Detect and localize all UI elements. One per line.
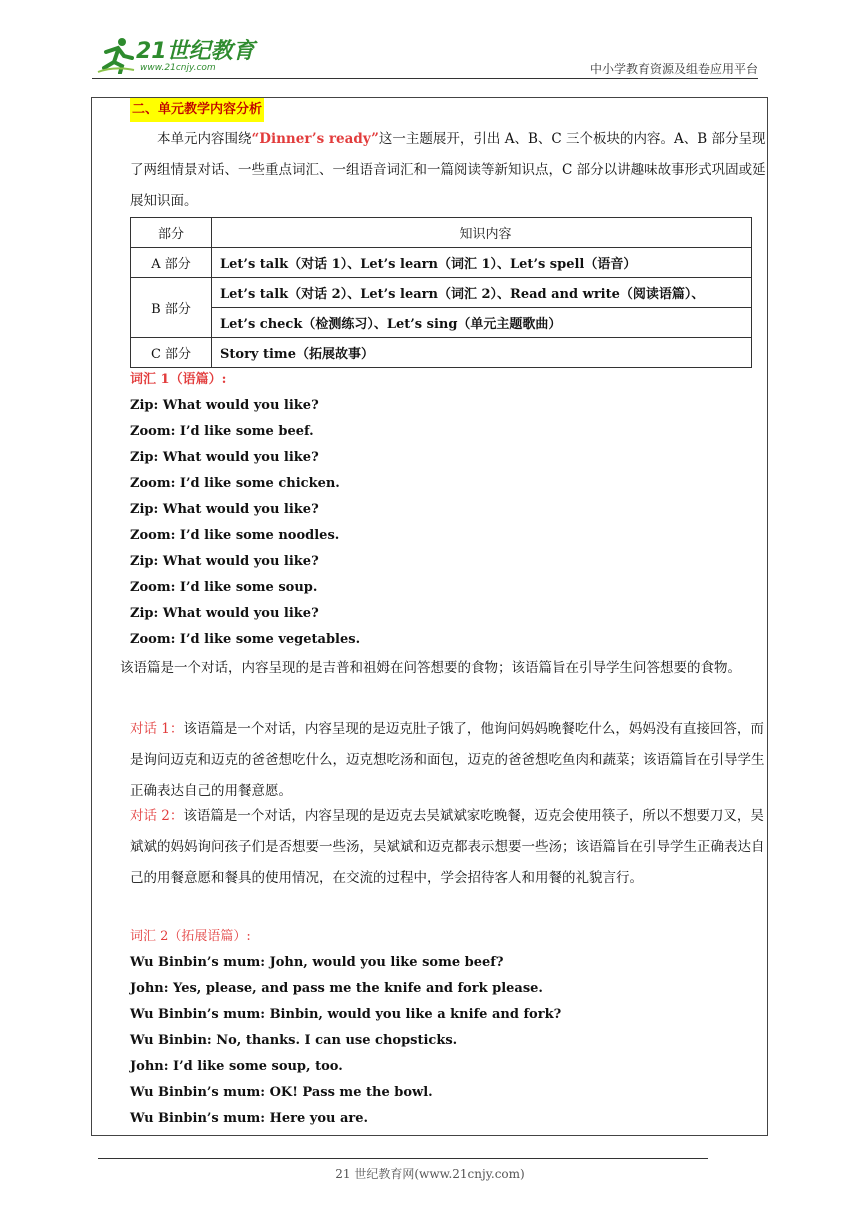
- talk1-text: 该语篇是一个对话，内容呈现的是迈克肚子饿了，他询问妈妈晚餐吃什么，妈妈没有直接回答，而是询问迈克和迈克的爸爸想吃什么，迈克想吃汤和面包，迈克的爸爸想吃鱼肉和蔬菜；该语篇旨在引导学生正确表达自己的用餐意愿。: [130, 721, 765, 799]
- dialogue-line: Zip: What would you like?: [130, 554, 319, 569]
- runner-logo-icon: [96, 36, 136, 74]
- dialogue-line: Zip: What would you like?: [130, 606, 319, 621]
- table-row: [131, 248, 752, 278]
- talk2-label: 对话 2：: [130, 808, 184, 824]
- header-rule: [92, 78, 758, 79]
- intro-theme: “Dinner’s ready”: [251, 131, 379, 147]
- intro-paragraph: [130, 124, 766, 217]
- dialogue-line: John: Yes, please, and pass me the knife and fork please.: [130, 981, 543, 996]
- page-footer: 21 世纪教育网(www.21cnjy.com): [335, 1167, 525, 1181]
- talk2-paragraph: [130, 801, 766, 894]
- dialogue-line: Zoom: I’d like some vegetables.: [130, 632, 361, 647]
- page-header: [92, 30, 758, 80]
- dialogue-line: Zip: What would you like?: [130, 398, 319, 413]
- dialogue-line: Wu Binbin’s mum: Binbin, would you like a knife and fork?: [130, 1007, 562, 1022]
- dialogue-line: Wu Binbin’s mum: OK! Pass me the bowl.: [130, 1085, 433, 1100]
- talk1-paragraph: [130, 714, 766, 807]
- brand-name: 21世纪教育: [136, 39, 255, 64]
- intro-lead: 本单元内容围绕: [157, 131, 252, 147]
- platform-title: 中小学教育资源及组卷应用平台: [589, 62, 758, 76]
- talk2-text: 该语篇是一个对话，内容呈现的是迈克去吴斌斌家吃晚餐，迈克会使用筷子，所以不想要刀叉，吴斌斌的妈妈询问孩子们是否想要一些汤，吴斌斌和迈克都表示想要一些汤；该语篇旨在引导学生正确表达自己的用餐意愿和餐具的使用情况，在交流的过程中，学会招待客人和用餐的礼貌言行。: [130, 808, 765, 886]
- table-cell-part: C 部分: [131, 338, 212, 368]
- summary-text: 该语篇是一个对话，内容呈现的是吉普和祖姆在问答想要的食物；该语篇旨在引导学生问答想要的食物。: [120, 660, 741, 676]
- table-cell-content: Let’s talk（对话 2）、Let’s learn（词汇 2）、Read and write（阅读语篇）、: [212, 278, 752, 308]
- table-cell-part: B 部分: [131, 278, 212, 338]
- brand-domain: www.21cnjy.com: [140, 63, 216, 73]
- dialogue-line: Zoom: I’d like some beef.: [130, 424, 314, 439]
- dialogue-line: Zoom: I’d like some noodles.: [130, 528, 340, 543]
- table-row: [131, 338, 752, 368]
- dialogue-line: Wu Binbin’s mum: Here you are.: [130, 1111, 369, 1126]
- table-cell-content: Story time（拓展故事）: [212, 338, 752, 368]
- table-cell-content: Let’s check（检测练习）、Let’s sing（单元主题歌曲）: [212, 308, 752, 338]
- section-title: 二、单元教学内容分析: [130, 98, 264, 122]
- dialogue-line: Wu Binbin: No, thanks. I can use chopsticks.: [130, 1033, 458, 1048]
- dialogue-2: [130, 924, 766, 1132]
- dialogue-line: Wu Binbin’s mum: John, would you like some beef?: [130, 955, 504, 970]
- dialogue-line: John: I’d like some soup, too.: [130, 1059, 343, 1074]
- table-header-content: 知识内容: [212, 218, 752, 248]
- dialogue-line: Zip: What would you like?: [130, 450, 319, 465]
- table-row: [131, 278, 752, 308]
- table-header-part: 部分: [131, 218, 212, 248]
- site-logo: [92, 34, 262, 76]
- dialogue-line: Zoom: I’d like some chicken.: [130, 476, 340, 491]
- table-row: [131, 308, 752, 338]
- table-cell-content: Let’s talk（对话 1）、Let’s learn（词汇 1）、Let’s spell（语音）: [212, 248, 752, 278]
- vocab2-label: 词汇 2（拓展语篇）:: [130, 929, 251, 944]
- dialogue-line: Zip: What would you like?: [130, 502, 319, 517]
- summary-paragraph: [120, 653, 766, 684]
- table-cell-part: A 部分: [131, 248, 212, 278]
- talk1-label: 对话 1：: [130, 721, 184, 737]
- knowledge-table: [130, 217, 752, 368]
- dialogue-1: [130, 367, 766, 653]
- dialogue-line: Zoom: I’d like some soup.: [130, 580, 318, 595]
- content-frame: [91, 97, 768, 1136]
- footer-rule: [98, 1158, 708, 1159]
- intro-rest: 这一主题展开，引出 A、B、C 三个板块的内容。A、B 部分呈现了两组情景对话、一些重点词汇、一组语音词汇和一篇阅读等新知识点，C 部分以讲趣味故事形式巩固或延展知识面。: [130, 131, 766, 209]
- vocab1-label: 词汇 1（语篇）:: [130, 372, 227, 387]
- table-header-row: [131, 218, 752, 248]
